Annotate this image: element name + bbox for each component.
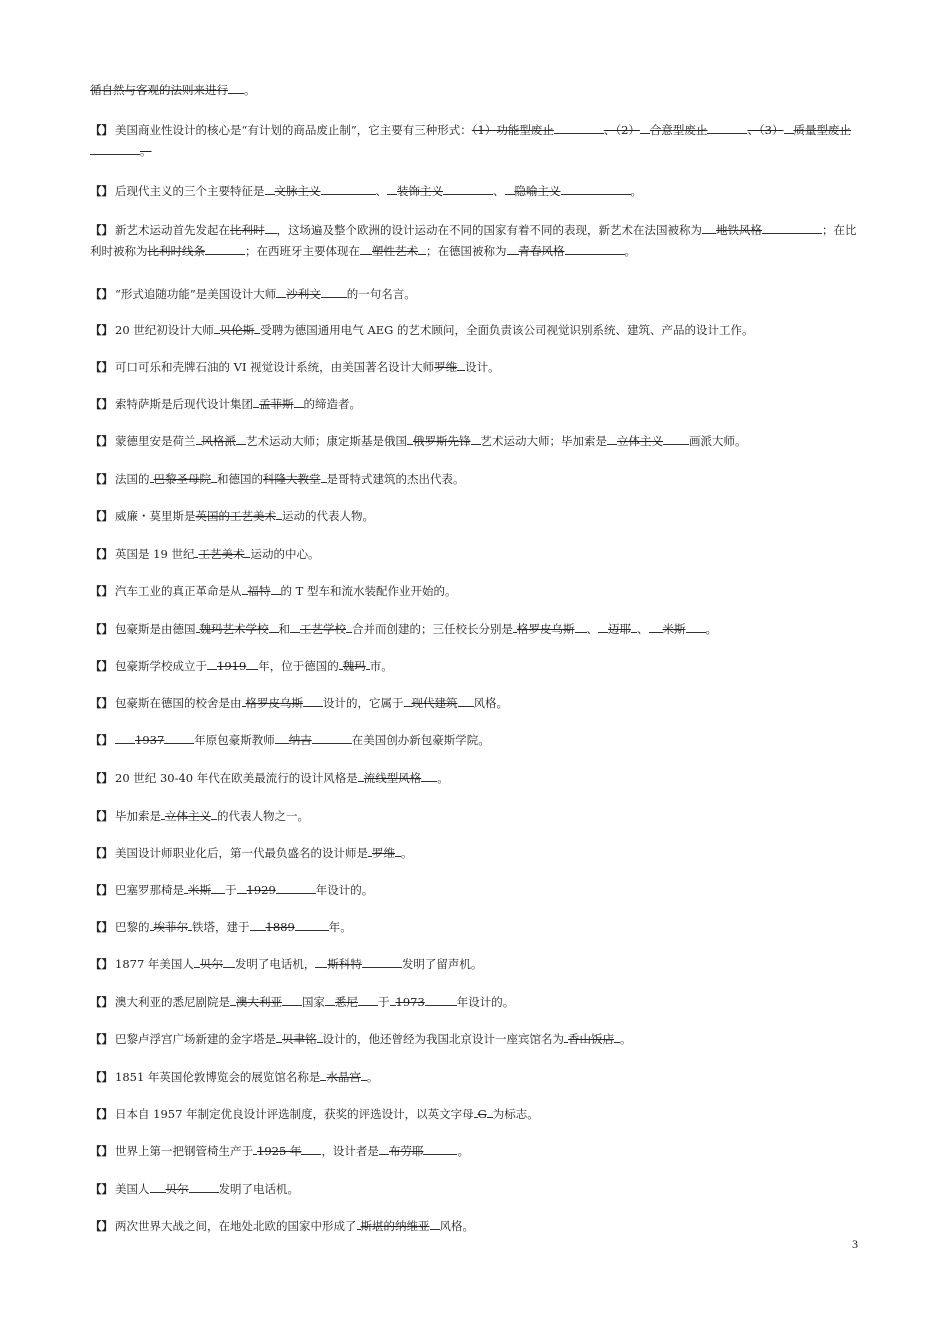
question-text: 可口可乐和壳牌石油的 VI 视觉设计系统，由美国著名设计大师: [115, 360, 435, 374]
question-text: 。: [401, 846, 413, 860]
question-text: 铁塔，建于: [192, 920, 250, 934]
question-line: [90, 1143, 862, 1160]
question-text: 在美国创办新包豪斯学院。: [351, 733, 490, 747]
question-line: [90, 732, 862, 749]
blank-underline: [276, 882, 316, 894]
answer-text: 斯堪的纳维亚: [360, 1219, 430, 1233]
blank-underline: [290, 621, 300, 633]
answer-text: 1929: [246, 883, 276, 897]
question-text: 、: [586, 622, 598, 636]
answer-text: 布劳耶: [388, 1144, 424, 1158]
question-text: 于: [378, 995, 390, 1009]
blank-underline: [505, 183, 515, 195]
answer-text: 俄罗斯先锋: [413, 434, 471, 448]
blank-underline: [430, 1218, 440, 1230]
blank-underline: [250, 919, 266, 931]
answer-text: 质量型废止: [793, 123, 851, 137]
question-bracket: 【】: [90, 1032, 113, 1046]
question-text: 风格。: [439, 1219, 474, 1233]
question-line: [90, 471, 862, 488]
question-text: 巴塞罗那椅是: [115, 883, 184, 897]
blank-underline: [223, 956, 235, 968]
question-text: 美国设计师职业化后，第一代最负盛名的设计师是: [115, 846, 368, 860]
answer-text: 贝伦斯: [219, 323, 255, 337]
question-text: 世界上第一把钢管椅生产于: [115, 1144, 253, 1158]
question-text: 澳大利亚的悉尼剧院是: [115, 995, 230, 1009]
question-bracket: 【】: [90, 809, 113, 823]
question-line: [90, 396, 862, 413]
blank-underline: [312, 732, 352, 744]
question-bracket: 【】: [90, 771, 113, 785]
question-text: 。: [630, 184, 642, 198]
question-bracket: 【】: [90, 622, 113, 636]
answer-text: 科隆大教堂: [263, 472, 321, 486]
question-text: 年，位于德国的: [258, 659, 339, 673]
blank-underline: [189, 1181, 219, 1193]
answer-text: 、（3）: [747, 123, 784, 137]
question-text: 索特萨斯是后现代设计集团: [115, 397, 253, 411]
question-line: [90, 994, 862, 1011]
question-text: 20 世纪 30-40 年代在欧美最流行的设计风格是: [115, 771, 358, 785]
question-text: ，这场遍及整个欧洲的设计运动在不同的国家有着不同的表现，新艺术在法国被称为: [276, 223, 702, 237]
answer-text: 水晶宫: [326, 1070, 361, 1084]
answer-text: 、（2）: [603, 123, 640, 137]
question-bracket: 【】: [90, 223, 113, 237]
question-text: 的一句名言。: [346, 287, 416, 301]
question-text: 艺术运动大师；毕加索是: [480, 434, 607, 448]
question-bracket: 【】: [90, 1144, 113, 1158]
answer-text: 米斯: [188, 883, 211, 897]
question-bracket: 【】: [90, 1107, 113, 1121]
blank-underline: [418, 243, 426, 255]
answer-text: 地铁风格: [716, 223, 762, 237]
blank-underline: [607, 433, 617, 445]
question-line: [90, 1218, 862, 1235]
question-text: 、: [375, 184, 387, 198]
blank-underline: [702, 222, 716, 234]
question-line: [90, 183, 862, 200]
question-text: 发明了电话机。: [218, 1182, 299, 1196]
answer-text: 福特: [247, 584, 271, 598]
question-line: [90, 770, 862, 787]
blank-underline: [575, 621, 587, 633]
answer-text: 贝聿铭: [282, 1032, 317, 1046]
question-line: [90, 808, 862, 825]
blank-underline: [237, 882, 247, 894]
answer-text: 。: [140, 144, 152, 158]
question-text: 后现代主义的三个主要特征是: [115, 184, 265, 198]
question-bracket: 【】: [90, 659, 113, 673]
question-text: 受聘为德国通用电气 AEG 的艺术顾问，全面负责该公司视觉识别系统、建筑、产品的设计工作。: [260, 323, 754, 337]
question-text: 和德国的: [217, 472, 263, 486]
answer-text: 米斯: [662, 622, 686, 636]
answer-text: 1973: [395, 995, 425, 1009]
question-bracket: 【】: [90, 883, 113, 897]
question-text: 1877 年美国人: [115, 957, 194, 971]
blank-underline: [294, 396, 304, 408]
question-text: 包豪斯学校成立于: [115, 659, 207, 673]
question-text: 为标志。: [492, 1107, 539, 1121]
blank-underline: [90, 143, 140, 155]
answer-text: 纳吉: [288, 733, 312, 747]
blank-underline: [663, 433, 689, 445]
question-text: ，设计者是: [321, 1144, 379, 1158]
answer-text: 罗维: [372, 846, 395, 860]
question-text: 蒙德里安是荷兰: [115, 434, 196, 448]
blank-underline: [507, 243, 519, 255]
question-line: [90, 845, 862, 862]
question-text: 年设计的。: [456, 995, 515, 1009]
question-text: ；在德国被称为: [426, 244, 507, 258]
question-text: 年设计的。: [315, 883, 374, 897]
question-text: 巴黎卢浮宫广场新建的金字塔是: [115, 1032, 276, 1046]
question-text: 。: [244, 83, 256, 97]
blank-underline: [457, 359, 465, 371]
blank-underline: [387, 183, 397, 195]
answer-text: 装饰主义: [397, 184, 443, 198]
blank-underline: [282, 994, 302, 1006]
question-text: 。: [620, 1032, 632, 1046]
question-text: 威廉・莫里斯是: [115, 509, 196, 523]
question-bracket: 【】: [90, 360, 113, 374]
blank-underline: [565, 243, 625, 255]
question-text: 美国商业性设计的核心是“有计划的商品废止制”，它主要有三种形式：: [115, 123, 472, 137]
blank-underline: [211, 882, 225, 894]
question-bracket: 【】: [90, 846, 113, 860]
blank-underline: [707, 122, 747, 134]
question-line: [90, 956, 862, 973]
blank-underline: [379, 1143, 389, 1155]
question-text: 设计的，他还曾经为我国北京设计一座宾馆名为: [322, 1032, 564, 1046]
answer-text: G: [477, 1107, 487, 1121]
answer-text: 巴黎圣母院: [153, 472, 211, 486]
blank-underline: [784, 122, 794, 134]
question-text: 的 T 型车和流水装配作业开始的。: [280, 584, 457, 598]
answer-text: 比利时: [230, 223, 265, 237]
blank-underline: [276, 286, 286, 298]
answer-text: 贝尔: [199, 957, 223, 971]
question-line: [90, 286, 862, 303]
question-line: [90, 621, 862, 638]
question-bracket: 【】: [90, 287, 113, 301]
question-text: 市。: [369, 659, 393, 673]
question-line: [90, 322, 862, 339]
question-text: 新艺术运动首先发起在: [115, 223, 230, 237]
question-line: [90, 882, 862, 899]
answer-text: 文脉主义: [274, 184, 321, 198]
question-text: 的缔造者。: [303, 397, 361, 411]
blank-underline: [598, 621, 608, 633]
blank-underline: [471, 433, 481, 445]
question-text: 年。: [328, 920, 352, 934]
question-text: 发明了电话机，: [234, 957, 316, 971]
blank-underline: [207, 658, 217, 670]
answer-text: 1919: [217, 659, 247, 673]
answer-text: （1）功能型废止: [471, 123, 554, 137]
answer-text: 风格派: [201, 434, 236, 448]
question-text: 运动的中心。: [250, 547, 320, 561]
question-text: 英国是 19 世纪: [115, 547, 195, 561]
question-text: ；在西班牙主要体现在: [245, 244, 360, 258]
answer-text: 合意型废止: [649, 123, 708, 137]
question-bracket: 【】: [90, 1070, 113, 1084]
answer-text: 塑性艺术: [372, 244, 418, 258]
answer-text: 1889: [265, 920, 295, 934]
question-bracket: 【】: [90, 1182, 113, 1196]
question-bracket: 【】: [90, 1219, 113, 1233]
question-bracket: 【】: [90, 323, 113, 337]
blank-underline: [425, 994, 457, 1006]
blank-underline: [271, 583, 281, 595]
question-text: 于: [225, 883, 237, 897]
question-line: [90, 1181, 862, 1198]
blank-underline: [321, 286, 347, 298]
blank-underline: [265, 222, 277, 234]
question-text: 巴黎的: [115, 920, 150, 934]
blank-underline: [246, 658, 258, 670]
question-line: [90, 1106, 862, 1123]
question-bracket: 【】: [90, 184, 113, 198]
blank-underline: [275, 732, 289, 744]
question-text: 1851 年英国伦敦博览会的展览馆名称是: [115, 1070, 321, 1084]
question-line: [90, 546, 862, 563]
question-bracket: 【】: [90, 397, 113, 411]
answer-text: 立体主义: [617, 434, 663, 448]
question-text: 美国人: [115, 1182, 150, 1196]
page-number: 3: [852, 1237, 858, 1251]
question-text: 20 世纪初设计大师: [115, 323, 214, 337]
question-text: 包豪斯是由德国: [115, 622, 196, 636]
answer-text: 循自然与客观的法则来进行: [90, 83, 228, 97]
blank-underline: [205, 243, 245, 255]
blank-underline: [321, 183, 376, 195]
question-text: 。: [366, 1070, 379, 1084]
question-text: 设计的，它属于: [323, 696, 404, 710]
answer-text: 魏玛艺术学校: [199, 622, 269, 636]
question-text: 、: [493, 184, 505, 198]
question-line: [90, 433, 862, 450]
question-line: [90, 583, 862, 600]
question-text: 国家: [302, 995, 325, 1009]
question-text: 。: [437, 771, 449, 785]
answer-text: 魏玛: [342, 659, 366, 673]
blank-underline: [265, 183, 275, 195]
blank-underline: [236, 433, 246, 445]
answer-text: 格罗皮乌斯: [517, 622, 575, 636]
answer-text: 贝尔: [165, 1182, 189, 1196]
blank-underline: [686, 621, 706, 633]
answer-text: 现代建筑: [411, 696, 458, 710]
answer-text: 澳大利亚: [236, 995, 282, 1009]
question-bracket: 【】: [90, 733, 113, 747]
blank-underline: [362, 956, 402, 968]
question-text: 两次世界大战之间，在地处北欧的国家中形成了: [115, 1219, 357, 1233]
blank-underline: [115, 732, 135, 744]
question-line: [90, 919, 862, 936]
answer-text: 悉尼: [335, 995, 358, 1009]
answer-text: 工艺美术: [198, 547, 245, 561]
question-line: [90, 1069, 862, 1086]
question-line: [90, 1031, 862, 1048]
answer-text: 青春风格: [518, 244, 565, 258]
question-line: [90, 695, 862, 712]
question-text: 艺术运动大师；康定斯基是俄国: [246, 434, 407, 448]
blank-underline: [423, 1143, 457, 1155]
answer-text: 1925 年: [257, 1144, 302, 1158]
blank-underline: [458, 695, 474, 707]
question-text: 。: [457, 1144, 469, 1158]
answer-text: 比利时线条: [147, 244, 205, 258]
blank-underline: [554, 122, 604, 134]
answer-text: 1937: [135, 733, 165, 747]
question-line: [90, 220, 862, 262]
question-line: [90, 359, 862, 376]
blank-underline: [762, 222, 822, 234]
blank-underline: [303, 695, 323, 707]
question-text: 设计。: [465, 360, 500, 374]
question-text: 包豪斯在德国的校舍是由: [115, 696, 242, 710]
question-line: [90, 508, 862, 525]
answer-text: 英国的工艺美术: [195, 509, 276, 523]
answer-text: 工艺学校: [300, 622, 346, 636]
question-text: 汽车工业的真正革命是从: [115, 584, 242, 598]
answer-text: 流线型风格: [363, 771, 422, 785]
answer-text: 埃菲尔: [153, 920, 188, 934]
question-text: 。: [705, 622, 717, 636]
blank-underline: [443, 183, 493, 195]
answer-text: 沙利文: [286, 287, 321, 301]
question-text: 是哥特式建筑的杰出代表。: [326, 472, 465, 486]
blank-underline: [358, 994, 378, 1006]
blank-underline: [649, 621, 663, 633]
blank-underline: [228, 82, 244, 94]
question-text: 合并而创建的；三任校长分别是: [352, 622, 513, 636]
question-bracket: 【】: [90, 957, 113, 971]
question-bracket: 【】: [90, 584, 113, 598]
question-bracket: 【】: [90, 123, 113, 137]
question-text: 日本自 1957 年制定优良设计评选制度，获奖的评选设计，以英文字母: [115, 1107, 474, 1121]
question-text: 、: [637, 622, 649, 636]
question-line: [90, 82, 862, 99]
question-text: 画派大师。: [689, 434, 747, 448]
answer-text: 罗维: [434, 360, 458, 374]
question-text: 风格。: [473, 696, 508, 710]
blank-underline: [164, 732, 194, 744]
question-bracket: 【】: [90, 547, 113, 561]
blank-underline: [150, 1181, 166, 1193]
answer-text: 隐喻主义: [514, 184, 561, 198]
question-text: 运动的代表人物。: [282, 509, 374, 523]
question-line: [90, 120, 862, 162]
question-line: [90, 658, 862, 675]
question-text: 发明了留声机。: [401, 957, 483, 971]
question-bracket: 【】: [90, 509, 113, 523]
answer-text: 香山饭店: [568, 1032, 614, 1046]
blank-underline: [315, 956, 327, 968]
question-text: 。: [624, 244, 636, 258]
question-text: 和: [278, 622, 290, 636]
answer-text: 格罗皮乌斯: [245, 696, 303, 710]
blank-underline: [301, 1143, 321, 1155]
question-text: 毕加索是: [115, 809, 161, 823]
answer-text: 迈耶: [608, 622, 631, 636]
blank-underline: [325, 994, 335, 1006]
question-text: ；在比利时被称为: [90, 223, 857, 258]
blank-underline: [269, 621, 279, 633]
question-text: 的代表人物之一。: [217, 809, 309, 823]
question-bracket: 【】: [90, 920, 113, 934]
blank-underline: [404, 695, 412, 707]
question-text: 法国的: [115, 472, 150, 486]
question-bracket: 【】: [90, 696, 113, 710]
blank-underline: [295, 919, 329, 931]
question-text: 年原包豪斯教师: [194, 733, 275, 747]
question-text: “形式追随功能”是美国设计大师: [115, 287, 277, 301]
answer-text: 斯科特: [327, 957, 362, 971]
blank-underline: [360, 243, 372, 255]
blank-underline: [561, 183, 631, 195]
question-bracket: 【】: [90, 995, 113, 1009]
answer-text: 孟菲斯: [259, 397, 294, 411]
answer-text: 立体主义: [165, 809, 211, 823]
question-bracket: 【】: [90, 434, 113, 448]
blank-underline: [640, 122, 650, 134]
blank-underline: [421, 770, 437, 782]
question-bracket: 【】: [90, 472, 113, 486]
